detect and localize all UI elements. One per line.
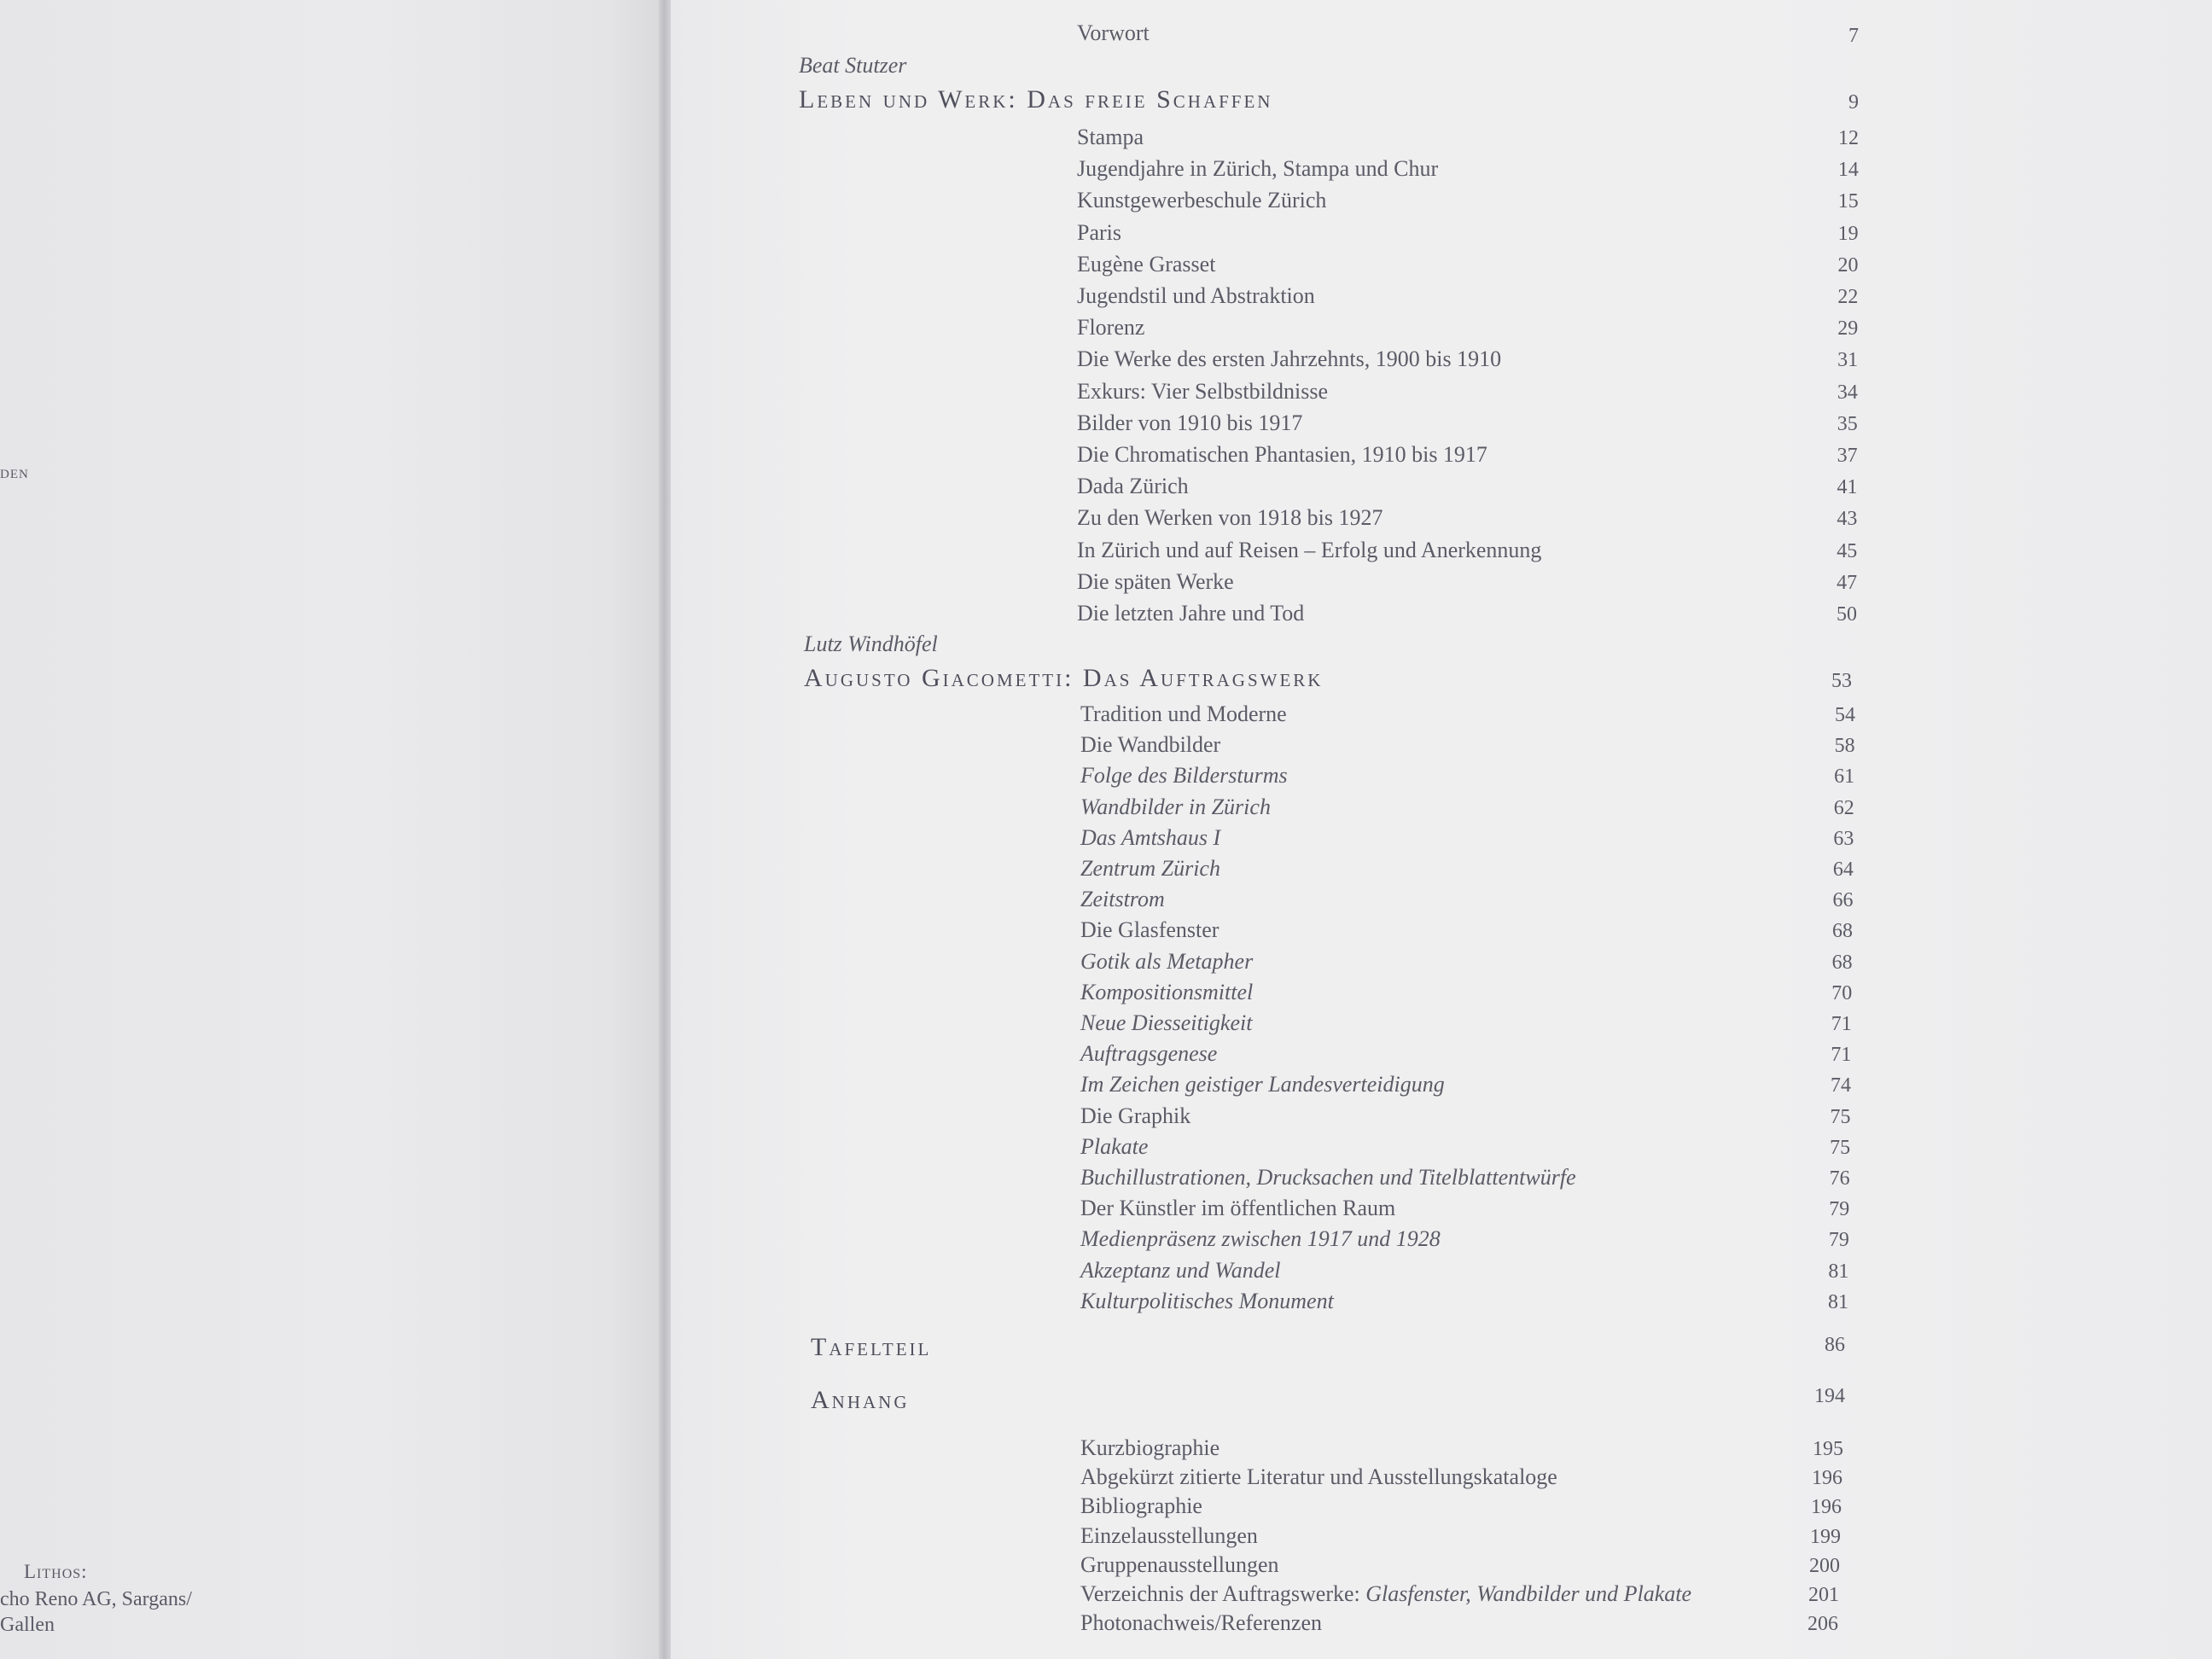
- toc-entry: [1080, 1105, 1190, 1127]
- toc-entry: [1077, 158, 1438, 180]
- toc-entry: [1080, 765, 1288, 787]
- page-number: 74: [1830, 1074, 1851, 1097]
- page-number: 9: [1848, 91, 1859, 114]
- toc-entry-title: Einzelausstellungen: [1080, 1522, 1258, 1548]
- toc-entry: [1080, 1583, 1691, 1605]
- toc-entry-title: Der Künstler im öffentlichen Raum: [1080, 1196, 1396, 1221]
- toc-entry-title: Auftragsgenese: [1080, 1041, 1218, 1067]
- toc-entry: [1077, 444, 1487, 466]
- page-number: 50: [1837, 603, 1857, 626]
- toc-entry-title: Stampa: [1077, 125, 1144, 149]
- toc-entry: [1077, 507, 1383, 529]
- page-number: 200: [1809, 1554, 1840, 1577]
- page-number: 206: [1807, 1613, 1838, 1636]
- page-number: 7: [1848, 25, 1859, 47]
- toc-entry-title: Dada Zürich: [1077, 474, 1189, 499]
- toc-entry-title: Neue Diesseitigkeit: [1080, 1010, 1253, 1035]
- page-number: 45: [1837, 539, 1858, 562]
- page-number: 20: [1837, 253, 1859, 276]
- toc-entry-title: Die Wandbilder: [1080, 732, 1221, 758]
- toc-entry-title: Bibliographie: [1080, 1493, 1202, 1519]
- toc-entry: [1080, 1012, 1252, 1034]
- lithos-label: Lithos:: [24, 1561, 88, 1582]
- toc-entry-title: Jugendstil und Abstraktion: [1077, 283, 1315, 308]
- page-number: 68: [1831, 951, 1853, 974]
- toc-author-2: Lutz Windhöfel: [804, 632, 938, 656]
- toc-entry: [1080, 858, 1220, 880]
- toc-entry: [1077, 189, 1326, 212]
- page-number: 37: [1837, 445, 1858, 467]
- toc-entry: [1080, 703, 1287, 725]
- page-number: 43: [1837, 508, 1858, 531]
- page-number: 75: [1830, 1105, 1851, 1128]
- toc-entry: [1080, 888, 1165, 911]
- toc-entry-title: Das Amtshaus I: [1080, 824, 1221, 850]
- page-number: 201: [1808, 1584, 1839, 1606]
- toc-entry: [1080, 981, 1253, 1004]
- page-number: 12: [1838, 127, 1859, 149]
- toc-entry: [1077, 253, 1215, 276]
- toc-entry: [1080, 1522, 1258, 1548]
- toc-entry-title: Kompositionsmittel: [1080, 979, 1254, 1004]
- toc-entry: [1080, 1612, 1322, 1634]
- toc-entry: [1077, 348, 1501, 370]
- toc-entry: [1077, 539, 1541, 562]
- page-number: 35: [1837, 412, 1858, 435]
- page-number: 29: [1837, 317, 1859, 341]
- toc-entry: [1077, 475, 1189, 498]
- page-number: 62: [1833, 796, 1854, 819]
- page-number: 14: [1837, 159, 1859, 182]
- page-number: 19: [1837, 222, 1859, 245]
- toc-entry-title: Die Graphik: [1080, 1103, 1191, 1128]
- page-number: 79: [1828, 1229, 1849, 1252]
- toc-entry: [1080, 1495, 1202, 1517]
- toc-entry: [1080, 948, 1254, 974]
- page-number: 64: [1832, 859, 1854, 881]
- page-number: 194: [1814, 1385, 1845, 1407]
- toc-section-title-2: Augusto Giacometti: Das Auftragswerk: [804, 664, 1324, 692]
- page-number: 199: [1810, 1525, 1841, 1548]
- toc-entry-title: Die Chromatischen Phantasien, 1910 bis 1917: [1077, 442, 1487, 467]
- toc-entry-title: Jugendjahre in Zürich, Stampa und Chur: [1077, 156, 1439, 182]
- toc-entry-title: Die späten Werke: [1077, 568, 1234, 594]
- toc-entry-title: Photonachweis/Referenzen: [1080, 1610, 1323, 1636]
- toc-entry: [1080, 1290, 1334, 1313]
- toc-entry: [1080, 1466, 1557, 1488]
- page-number: 196: [1812, 1467, 1842, 1490]
- page-number: 81: [1828, 1260, 1849, 1283]
- toc-entry-title: Die Werke des ersten Jahrzehnts, 1900 bis 1910: [1077, 346, 1502, 372]
- toc-entry-title: Gotik als Metapher: [1080, 948, 1254, 974]
- toc-entry: [1080, 919, 1219, 941]
- toc-entry-title: Folge des Bildersturms: [1080, 763, 1288, 789]
- toc-entry: [1077, 285, 1315, 307]
- toc-entry: [1077, 602, 1304, 625]
- toc-entry: [1080, 1197, 1395, 1220]
- page-number: 81: [1828, 1290, 1848, 1313]
- toc-entry-title: In Zürich und auf Reisen – Erfolg und Anerkennung: [1077, 537, 1542, 562]
- page-number: 31: [1837, 349, 1859, 372]
- toc-entry-title: Im Zeichen geistiger Landesverteidigung: [1080, 1072, 1445, 1097]
- toc-entry: [1080, 734, 1220, 756]
- toc-entry-title: Kulturpolitisches Monument: [1080, 1288, 1334, 1313]
- toc-section-title-1: Leben und Werk: Das freie Schaffen: [799, 85, 1273, 114]
- left-page: [0, 0, 662, 1659]
- page-number: 63: [1833, 827, 1854, 850]
- toc-entry-title: Florenz: [1077, 315, 1145, 341]
- toc-entry-title: Bilder von 1910 bis 1917: [1077, 410, 1303, 435]
- page-number: 79: [1829, 1198, 1850, 1221]
- lithos-line-2: Gallen: [0, 1614, 55, 1636]
- toc-entry: [1080, 1437, 1220, 1459]
- toc-entry-title: Wandbilder in Zürich: [1080, 794, 1271, 819]
- page-number: 54: [1835, 704, 1855, 726]
- toc-entry-title: Verzeichnis der Auftragswerke:: [1080, 1581, 1360, 1606]
- toc-entry-title: Zentrum Zürich: [1080, 856, 1220, 881]
- toc-author-1: Beat Stutzer: [799, 53, 907, 78]
- toc-entry: [1080, 1167, 1576, 1189]
- page-number: 58: [1834, 735, 1855, 758]
- page-number: 76: [1829, 1167, 1850, 1190]
- toc-entry: [1080, 796, 1271, 818]
- lithos-line-1: cho Reno AG, Sargans/: [0, 1588, 192, 1610]
- toc-entry: [1077, 126, 1144, 148]
- book-gutter: [659, 0, 671, 1659]
- toc-entry: [1080, 1074, 1445, 1096]
- toc-entry: [1077, 317, 1144, 339]
- toc-entry: [1080, 1551, 1279, 1577]
- toc-entry: [1080, 1043, 1217, 1065]
- page-number: 71: [1831, 1044, 1852, 1067]
- page-number: 34: [1837, 381, 1858, 404]
- toc-entry-title: Plakate: [1080, 1133, 1149, 1159]
- toc-entry-title: Die Glasfenster: [1080, 917, 1220, 943]
- toc-entry: [1077, 219, 1121, 245]
- page-number: 86: [1825, 1334, 1845, 1356]
- toc-entry-preface: Vorwort: [1077, 20, 1150, 45]
- toc-entry-title: Akzeptanz und Wandel: [1080, 1257, 1281, 1283]
- toc-section-anhang: Anhang: [811, 1386, 910, 1414]
- toc-entry-title: Gruppenausstellungen: [1080, 1551, 1279, 1577]
- toc-entry-title: Paris: [1077, 219, 1121, 245]
- page-number: 70: [1831, 981, 1853, 1004]
- page-number: 15: [1837, 190, 1859, 213]
- toc-entry-title: Tradition und Moderne: [1080, 701, 1287, 726]
- page-number: 195: [1813, 1438, 1843, 1460]
- toc-entry: [1077, 378, 1329, 404]
- toc-entry: [1080, 824, 1221, 850]
- toc-entry-title: Exkurs: Vier Selbstbildnisse: [1077, 378, 1329, 404]
- toc-entry: [1077, 412, 1302, 434]
- toc-entry: [1077, 568, 1234, 594]
- toc-entry-title: Kurzbiographie: [1080, 1435, 1220, 1460]
- page-number: 68: [1832, 920, 1854, 943]
- text-fragment: den: [0, 461, 29, 482]
- toc-entry-title: Abgekürzt zitierte Literatur und Ausstellungskataloge: [1080, 1464, 1557, 1490]
- page-number: 61: [1834, 765, 1855, 789]
- toc-section-tafelteil: Tafelteil: [811, 1333, 932, 1361]
- toc-entry-title: Eugène Grasset: [1077, 251, 1216, 276]
- toc-entry-title: Kunstgewerbeschule Zürich: [1077, 188, 1327, 213]
- page-number: 196: [1811, 1496, 1842, 1519]
- toc-entry: [1080, 1257, 1281, 1283]
- page-number: 47: [1837, 571, 1858, 594]
- toc-entry: [1080, 1228, 1441, 1250]
- page-number: 71: [1831, 1013, 1852, 1035]
- page-number: 22: [1837, 286, 1859, 308]
- toc-entry-title: Die letzten Jahre und Tod: [1077, 601, 1305, 626]
- page-number: 41: [1837, 476, 1858, 499]
- toc-entry-title-italic: Glasfenster, Wandbilder und Plakate: [1365, 1581, 1692, 1606]
- page-number: 66: [1832, 889, 1854, 912]
- page-number: 75: [1830, 1136, 1851, 1159]
- page-number: 53: [1831, 670, 1852, 692]
- toc-entry-title: Medienpräsenz zwischen 1917 und 1928: [1080, 1226, 1441, 1252]
- toc-entry-title: Buchillustrationen, Drucksachen und Titelblattentwürfe: [1080, 1165, 1576, 1190]
- toc-entry-title: Zu den Werken von 1918 bis 1927: [1077, 505, 1383, 531]
- toc-entry-title: Zeitstrom: [1080, 887, 1165, 912]
- toc-entry: [1080, 1133, 1149, 1159]
